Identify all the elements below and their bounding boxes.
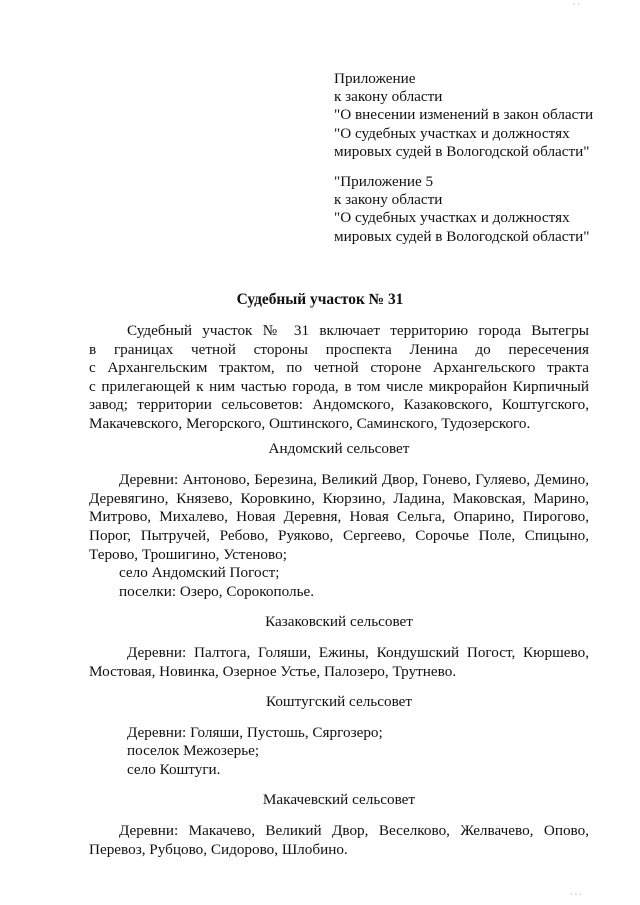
koshtugsky-heading: Коштугский сельсовет [265, 693, 413, 711]
koshtugsky-selo: село Коштуги. [127, 760, 221, 778]
intro-line: завод; территории сельсоветов: Андомского, Казаковского, Коштугского, [89, 396, 589, 414]
andomsky-village-line: Митрово, Михалево, Новая Деревня, Новая Сельга, Опарино, Пирогово, [89, 508, 589, 526]
andomsky-selo: село Андомский Погост; [119, 564, 280, 582]
appendix-line: мировых судей в Вологодской области" [334, 142, 590, 160]
appendix-line: "О внесении изменений в закон области [334, 106, 594, 124]
koshtugsky-villages: Деревни: Голяши, Пустошь, Сяргозеро; [127, 723, 383, 741]
appendix-line: к закону области [334, 88, 443, 106]
koshtugsky-posyolok: поселок Межозерье; [127, 742, 260, 760]
intro-line: с Архангельским трактом, по четной стороне Архангельского тракта [89, 359, 589, 377]
andomsky-posyolki: поселки: Озеро, Сорокополье. [119, 582, 315, 600]
andomsky-village-line: Деревни: Антоново, Березина, Великий Двор, Гонево, Гуляево, Демино, [119, 471, 589, 489]
scan-mark: · · · [570, 890, 582, 899]
makachevsky-heading: Макачевский сельсовет [262, 791, 416, 809]
kazakovsky-village-line: Мостовая, Новинка, Озерное Устье, Палозеро, Трутнево. [89, 662, 457, 680]
makachevsky-village-line: Деревни: Макачево, Великий Двор, Веселково, Желвачево, Опово, [119, 822, 589, 840]
makachevsky-village-line: Перевоз, Рубцово, Сидорово, Шлобино. [89, 840, 348, 858]
andomsky-village-line: Деревягино, Князево, Коровкино, Кюрзино, Ладина, Маковская, Марино, [89, 489, 589, 507]
appendix5-line: "О судебных участках и должностях [334, 209, 570, 227]
kazakovsky-village-line: Деревни: Палтога, Голяши, Ежины, Кондушский Погост, Кюршево, [127, 643, 589, 661]
andomsky-heading: Андомский сельсовет [268, 439, 410, 457]
intro-line: Судебный участок № 31 включает территорию города Вытегры [127, 322, 589, 339]
appendix5-line: мировых судей в Вологодской области" [334, 227, 590, 245]
makachevsky-villages [89, 822, 589, 859]
intro-line: с прилегающей к ним частью города, в том числе микрорайон Кирпичный [89, 377, 589, 395]
appendix-line: "О судебных участках и должностях [334, 124, 570, 142]
kazakovsky-villages [89, 644, 589, 681]
appendix5-line: к закону области [334, 191, 443, 209]
intro-line: в границах четной стороны проспекта Ленина до пересечения [89, 340, 589, 358]
andomsky-village-line: Терово, Трошигино, Устеново; [89, 545, 287, 563]
intro-line: Макачевского, Мегорского, Оштинского, Саминского, Тудозерского. [89, 414, 531, 432]
appendix-header [334, 70, 624, 161]
appendix-line: Приложение [334, 70, 416, 87]
appendix5-line: "Приложение 5 [334, 173, 434, 190]
andomsky-villages [89, 471, 589, 564]
document-title: Судебный участок № 31 [236, 291, 404, 308]
scan-mark: · · [572, 0, 580, 9]
intro-paragraph [89, 322, 589, 434]
appendix5-header [334, 173, 624, 246]
document-body [89, 322, 589, 859]
andomsky-village-line: Порог, Пытручей, Ребово, Руяково, Сергеево, Сорочье Поле, Спицыно, [89, 526, 589, 544]
kazakovsky-heading: Казаковский сельсовет [265, 613, 413, 631]
